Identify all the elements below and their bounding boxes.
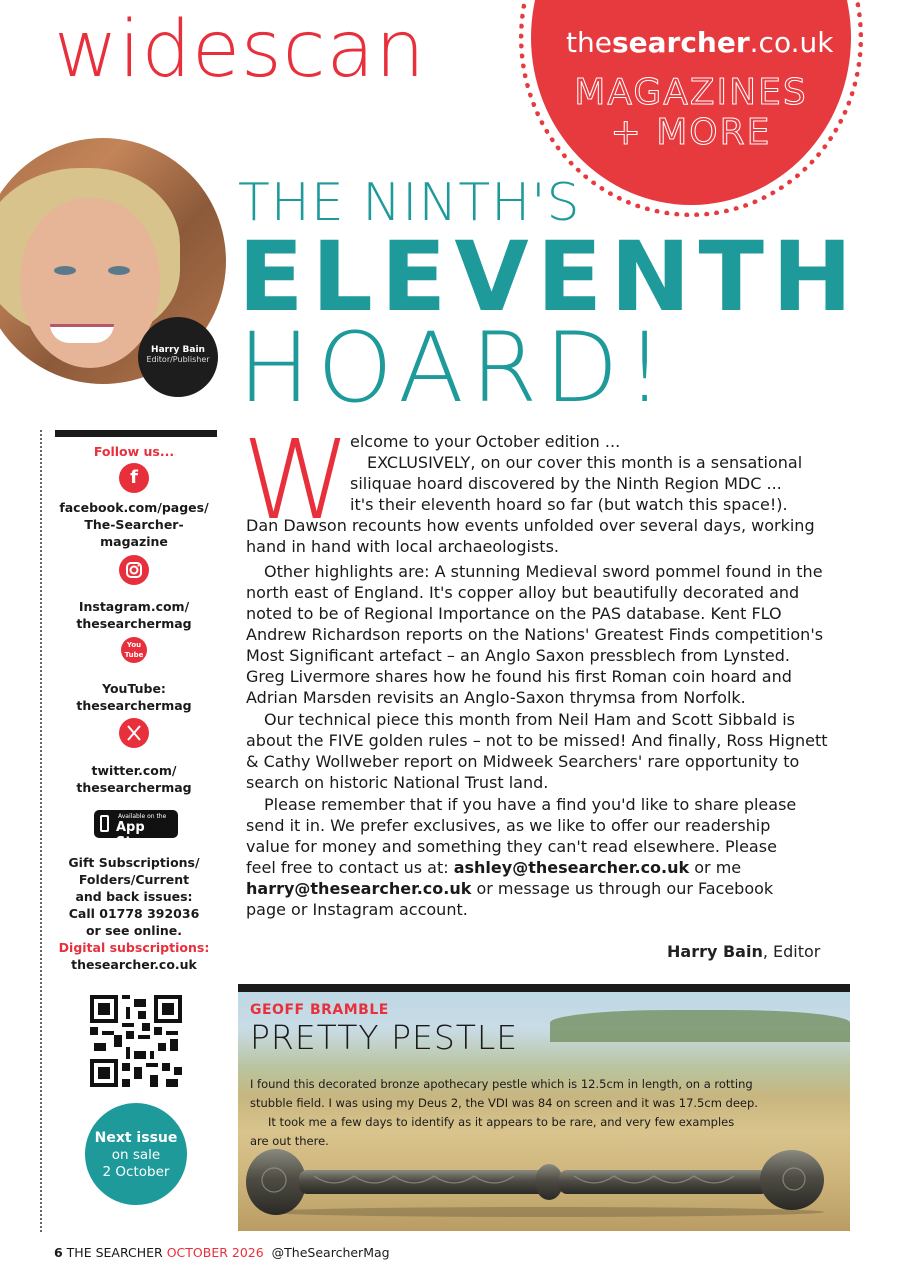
body-line: noted to be of Regional Importance on the PAS database. Kent FLO	[246, 604, 782, 623]
editor-caption	[138, 317, 218, 397]
badge-site-pre: the	[566, 26, 612, 59]
facebook-line3: magazine	[100, 534, 168, 549]
body-line: elcome to your October edition ...	[350, 432, 621, 451]
body-line: Please remember that if you have a find you'd like to share please	[264, 795, 797, 814]
body-line: north east of England. It's copper alloy but beautifully decorated and	[246, 583, 800, 602]
body-line: hand in hand with local archaeologists.	[246, 537, 559, 556]
youtube-icon[interactable]: You Tube	[121, 637, 147, 663]
body-line: Greg Livermore shares how he found his first Roman coin hoard and	[246, 667, 792, 686]
email-harry-link[interactable]: harry@thesearcher.co.uk	[246, 879, 472, 898]
facebook-line1: facebook.com/pages/	[59, 500, 209, 515]
feature-line: stubble field. I was using my Deus 2, the VDI was 84 on screen and it was 17.5cm deep.	[250, 1096, 758, 1110]
phone-icon	[100, 815, 109, 832]
body-line: value for money and something they can't read elsewhere. Please	[246, 837, 777, 856]
page-footer	[54, 1245, 390, 1260]
next-issue-badge	[85, 1103, 187, 1205]
body-line: Andrew Richardson reports on the Nations' Greatest Finds competition's	[246, 625, 824, 644]
footer-magazine: THE SEARCHER	[62, 1245, 167, 1260]
badge-magazines: MAGAZINES	[574, 72, 808, 113]
body-line: search on historic National Trust land.	[246, 773, 549, 792]
body-line: Other highlights are: A stunning Medieval sword pommel found in the	[264, 562, 823, 581]
next-issue-title: Next issue	[94, 1130, 178, 1146]
treeline	[550, 1010, 850, 1042]
headline-line3: HOARD!	[238, 312, 671, 424]
digital-subs-heading: Digital subscriptions:	[58, 940, 210, 955]
section-title: widescan	[54, 5, 426, 95]
subs-line4: Call 01778 392036	[68, 906, 200, 921]
subscriptions-info	[44, 854, 224, 973]
body-line: Most Significant artefact – an Anglo Saxon pressblech from Lynsted.	[246, 646, 790, 665]
editor-role: Editor/Publisher	[146, 355, 210, 364]
youtube-link[interactable]	[44, 680, 224, 714]
body-contact-line2	[246, 879, 773, 900]
drop-cap: W	[242, 416, 351, 544]
badge-site-bold: searcher	[611, 26, 750, 59]
body-contact-line	[246, 858, 741, 879]
appstore-text: App Store	[116, 820, 156, 850]
body-line: Dan Dawson recounts how events unfolded over several days, working	[246, 516, 815, 535]
subs-line1: Gift Subscriptions/	[68, 855, 200, 870]
contact-post: or message us through our Facebook	[471, 879, 774, 898]
body-line: Our technical piece this month from Neil Ham and Scott Sibbald is	[264, 710, 796, 729]
x-icon[interactable]	[119, 718, 149, 748]
next-issue-line1: on sale	[111, 1147, 161, 1163]
next-issue-line2: 2 October	[102, 1164, 170, 1180]
feature-line: I found this decorated bronze apothecary pestle which is 12.5cm in length, on a rotting	[250, 1077, 753, 1091]
feature-title: PRETTY PESTLE	[250, 1018, 519, 1057]
body-line: Adrian Marsden revisits an Anglo-Saxon thrymsa from Norfolk.	[246, 688, 746, 707]
body-line: & Cathy Wollweber report on Midweek Searchers' rare opportunity to	[246, 752, 800, 771]
feature-top-bar	[238, 984, 850, 992]
body-line: send it in. We prefer exclusives, as we like to offer our readership	[246, 816, 771, 835]
pestle-image	[244, 1146, 830, 1218]
signoff-role: , Editor	[762, 942, 821, 961]
youtube-line1: YouTube:	[102, 681, 166, 696]
body-line: about the FIVE golden rules – not to be missed! And finally, Ross Hignett	[246, 731, 828, 750]
feature-line: It took me a few days to identify as it appears to be rare, and very few examples	[268, 1115, 735, 1129]
contact-mid: or me	[689, 858, 742, 877]
feature-line: are out there.	[250, 1134, 329, 1148]
instagram-link[interactable]	[44, 598, 224, 632]
headline-line1: THE NINTH'S	[238, 173, 581, 233]
twitter-line1: twitter.com/	[91, 763, 177, 778]
app-store-button[interactable]	[94, 810, 178, 850]
sidebar-top-bar	[55, 430, 217, 437]
appstore-small-text: Available on the	[118, 813, 167, 820]
instagram-line1: Instagram.com/	[78, 599, 190, 614]
facebook-line2: The-Searcher-	[84, 517, 184, 532]
footer-date: OCTOBER 2026	[166, 1245, 264, 1260]
facebook-link[interactable]	[44, 499, 224, 550]
facebook-icon[interactable]: f	[119, 463, 149, 493]
twitter-line2: thesearchermag	[76, 780, 192, 795]
follow-heading: Follow us...	[93, 444, 175, 459]
body-line: page or Instagram account.	[246, 900, 468, 919]
body-line: EXCLUSIVELY, on our cover this month is a sensational	[367, 453, 803, 472]
subs-line2: Folders/Current	[78, 872, 190, 887]
page-number: 6	[54, 1245, 63, 1260]
badge-website[interactable]	[566, 26, 834, 59]
body-line: siliquae hoard discovered by the Ninth Region MDC ...	[350, 474, 782, 493]
instagram-icon[interactable]	[119, 555, 149, 585]
instagram-line2: thesearchermag	[76, 616, 192, 631]
headline-line2: ELEVENTH	[238, 221, 861, 333]
signoff	[667, 942, 820, 961]
badge-more: + MORE	[610, 112, 772, 153]
subs-line5: or see online.	[85, 923, 183, 938]
qr-code[interactable]	[90, 995, 182, 1087]
contact-pre: feel free to contact us at:	[246, 858, 454, 877]
signoff-name: Harry Bain	[667, 942, 763, 961]
footer-handle[interactable]: @TheSearcherMag	[271, 1245, 390, 1260]
subs-line3: and back issues:	[75, 889, 193, 904]
body-line: it's their eleventh hoard so far (but watch this space!).	[350, 495, 788, 514]
twitter-link[interactable]	[44, 762, 224, 796]
feature-author: GEOFF BRAMBLE	[250, 1002, 389, 1018]
editor-name: Harry Bain	[151, 345, 205, 355]
badge-site-post: .co.uk	[749, 26, 834, 59]
youtube-line2: thesearchermag	[76, 698, 192, 713]
digital-subs-site[interactable]: thesearcher.co.uk	[71, 957, 197, 972]
email-ashley-link[interactable]: ashley@thesearcher.co.uk	[453, 858, 690, 877]
